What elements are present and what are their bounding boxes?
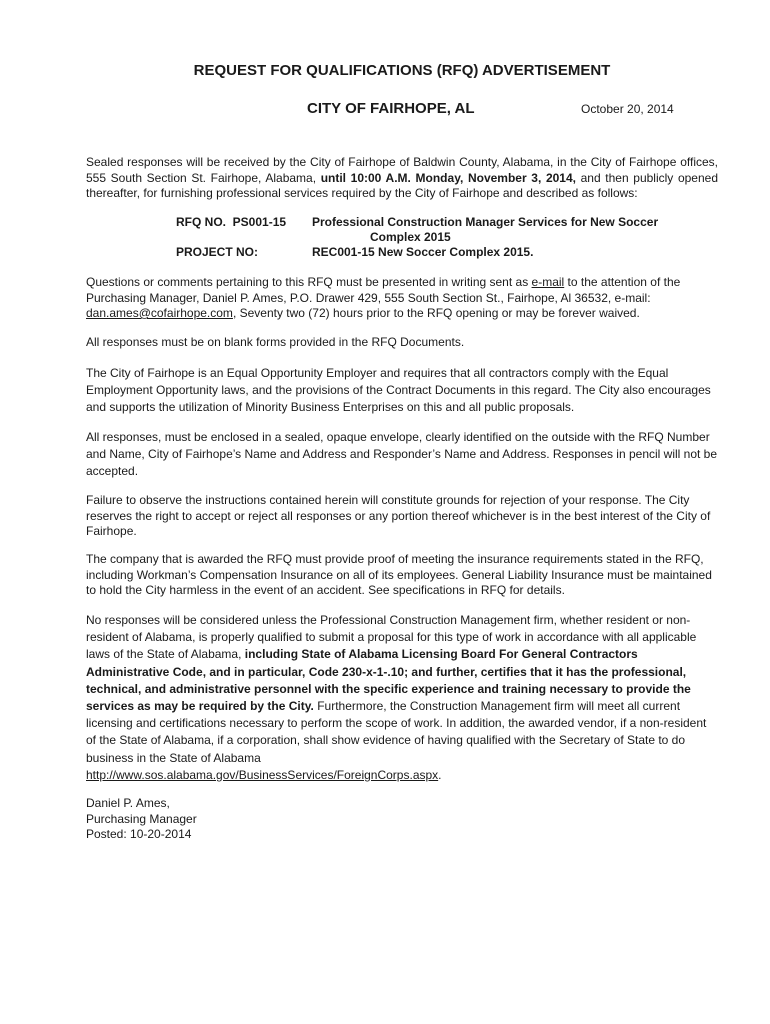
signature-name: Daniel P. Ames,	[86, 796, 170, 810]
intro-paragraph: Sealed responses will be received by the City of Fairhope of Baldwin County, Alabama, in the City of Fairhope offices, 555 South Section St. Fairhope, Alabama, until 10:00 A.M. Monday, November 3, 2014, and then publicly opened thereafter, for furnishing professional services required by the City of Fairhope and described as follows:	[86, 155, 718, 200]
failure-paragraph: Failure to observe the instructions contained herein will constitute grounds for rejection of your response. The City reserves the right to accept or reject all responses or any portion thereof whichever is in the best interest of the City of Fairhope.	[86, 493, 711, 538]
insurance-paragraph: The company that is awarded the RFQ must provide proof of meeting the insurance requirements stated in the RFQ, including Workman’s Compensation Insurance on all of its employees. General Liability Insurance must be maintained to hold the City harmless in the event of an accident. See specifications in RFQ for details.	[86, 552, 712, 597]
envelope-paragraph: All responses, must be enclosed in a sealed, opaque envelope, clearly identified on the outside with the RFQ Number and Name, City of Fairhope’s Name and Address and Responder’s Name and Address. Responses in pencil will not be accepted.	[86, 430, 718, 478]
deadline-text: until 10:00 A.M. Monday, November 3, 2014,	[320, 170, 576, 185]
project-no-description: REC001-15 New Soccer Complex 2015.	[312, 245, 534, 259]
document-title: REQUEST FOR QUALIFICATIONS (RFQ) ADVERTISEMENT	[193, 62, 611, 79]
equal-opportunity-paragraph: The City of Fairhope is an Equal Opportunity Employer and requires that all contractors comply with the Equal Employment Opportunity laws, and the provisions of the Contract Documents in this regard. The City also encourages and supports the utilization of Minority Business Enterprises on this and all public proposals.	[86, 366, 711, 414]
signature-block	[86, 796, 718, 843]
rfq-no-description-cont: Complex 2015	[370, 230, 451, 244]
email-address-link[interactable]: dan.ames@cofairhope.com	[86, 306, 233, 320]
document-date: October 20, 2014	[581, 102, 674, 116]
rfq-no-label: RFQ NO. PS001-15	[176, 215, 287, 229]
licensing-bold-text: including State of Alabama Licensing Board For General Contractors Administrative Code, and in particular, Code 230-x-1-.10; and further, certifies that it has the professional, technical, and administrative personnel with the specific experience and training necessary to provide the services as may be required by the City.	[86, 647, 691, 714]
blank-forms-paragraph: All responses must be on blank forms provided in the RFQ Documents.	[86, 335, 465, 349]
rfq-no-description: Professional Construction Manager Services for New Soccer	[312, 215, 659, 229]
email-link[interactable]: e-mail	[531, 275, 565, 289]
questions-paragraph: Questions or comments pertaining to this RFQ must be presented in writing sent as e-mail to the attention of the Purchasing Manager, Daniel P. Ames, P.O. Drawer 429, 555 South Section St., Fairhope, Al 36532, e-mail: dan.ames@cofairhope.com, Seventy two (72) hours prior to the RFQ opening or may be forever waived.	[86, 275, 681, 320]
project-no-label: PROJECT NO:	[176, 245, 259, 259]
licensing-paragraph: No responses will be considered unless the Professional Construction Management firm, whether resident or non-resident of Alabama, is properly qualified to submit a proposal for this type of work in accordance with all applicable laws of the State of Alabama, including State of Alabama Licensing Board For General Contractors Administrative Code, and in particular, Code 230-x-1-.10; and further, certifies that it has the professional, technical, and administrative personnel with the specific experience and training necessary to provide the services as may be required by the City. Furthermore, the Construction Management firm will meet all current licensing and certifications necessary to perform the scope of work. In addition, the awarded vendor, if a non-resident of the State of Alabama, if a corporation, shall show evidence of having qualified with the Secretary of State to do business in the State of Alabama http://www.sos.alabama.gov/BusinessServices/ForeignCorps.aspx.	[86, 613, 707, 782]
city-heading: CITY OF FAIRHOPE, AL	[307, 100, 475, 117]
foreign-corps-link[interactable]: http://www.sos.alabama.gov/BusinessServices/ForeignCorps.aspx	[86, 767, 439, 782]
signature-role: Purchasing Manager	[86, 811, 197, 826]
posted-date: Posted: 10-20-2014	[86, 827, 192, 841]
